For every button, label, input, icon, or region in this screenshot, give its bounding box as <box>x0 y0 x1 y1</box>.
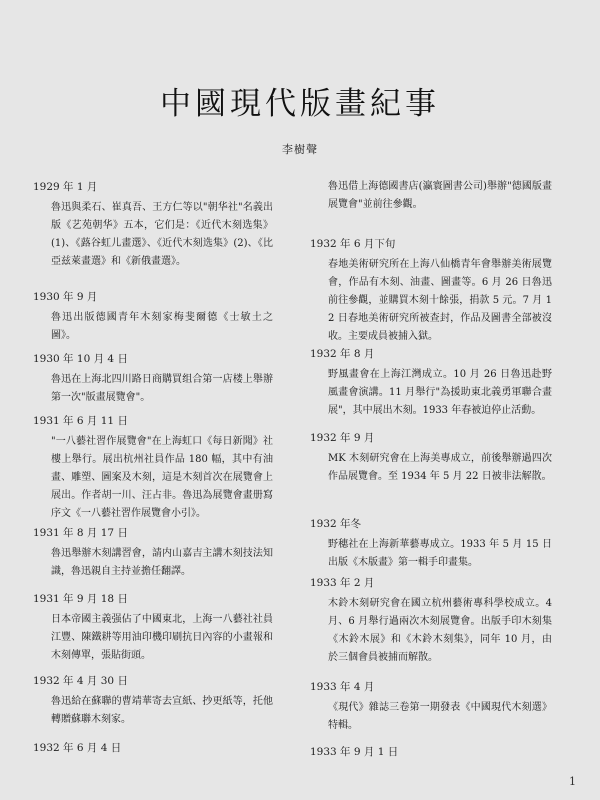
entry-date: 1932 年 6 月下旬 <box>310 238 396 250</box>
author-name: 李樹聲 <box>282 143 318 156</box>
entry-date: 1931 年 8 月 17 日 <box>33 527 128 539</box>
chronicle-entry <box>33 592 273 665</box>
entry-text: 日本帝國主義强佔了中國東北，上海一八藝社社員江豐、陳鐵耕等用油印機印刷抗日內容的小畫報和木刻傳單，張貼街頭。 <box>51 614 273 661</box>
entry-date: 1930 年 9 月 <box>33 291 98 303</box>
chronicle-entry <box>310 680 552 735</box>
chronicle-entry <box>310 745 552 759</box>
entry-date: 1933 年 2 月 <box>310 577 375 589</box>
entry-text: MK 木刻研究會在上海美專成立，前後舉辦過四次作品展覽會。至 1934 年 5 月 22 日被非法解散。 <box>328 453 552 482</box>
chronicle-entry <box>33 414 273 523</box>
chronicle-entry <box>33 674 273 729</box>
chronicle-entry <box>310 517 552 572</box>
chronicle-entry <box>33 741 273 755</box>
chronicle-entry <box>310 173 552 214</box>
entry-text: 魯迅在上海北四川路日商購買组合第一店楼上舉辦第一次"版畫展覽會"。 <box>51 374 273 403</box>
entry-date: 1932 年 4 月 30 日 <box>33 675 128 687</box>
entry-text: 魯迅舉辦木刻講習會，請内山嘉吉主講木刻技法知識，魯迅親自主持並擔任翻譯。 <box>51 548 273 577</box>
entry-date: 1933 年 9 月 1 日 <box>310 746 399 758</box>
entry-date: 1932 年 6 月 4 日 <box>33 742 122 754</box>
chronicle-entry <box>310 431 552 486</box>
entry-date: 1930 年 10 月 4 日 <box>33 353 128 365</box>
entry-date: 1932 年 8 月 <box>310 348 375 360</box>
entry-date: 1932 年 9 月 <box>310 432 375 444</box>
chronicle-entry <box>310 347 552 420</box>
entry-text: "一八藝社習作展覽會"在上海虹口《每日新聞》社樓上舉行。展出杭州社員作品 180 幅，其中有油畫、雕塑、圖案及木刻，這是木刻首次在展覽會上展出。作者胡一川、汪占非。魯迅為展覽會畫册寫序文《一八藝社習作展覽會小引》。 <box>51 436 273 519</box>
entry-text: 野穗社在上海新華藝專成立。1933 年 5 月 15 日出版《木版畫》第一輯手印畫集。 <box>328 539 552 568</box>
entry-text: 魯迅借上海德國書店(瀛寰圖書公司)舉辦"德國版畫展覽會"並前往參觀。 <box>328 181 552 210</box>
chronicle-entry <box>33 180 273 271</box>
chronicle-entry <box>310 237 552 346</box>
entry-date: 1931 年 6 月 11 日 <box>33 415 128 427</box>
entry-text: 魯迅給在蘇聯的曹靖華寄去宣紙、抄更紙等，托他轉贈蘇聯木刻家。 <box>51 696 273 725</box>
chronicle-entry <box>310 576 552 667</box>
entry-date: 1929 年 1 月 <box>33 181 98 193</box>
entry-text: 野風畫會在上海江灣成立。10 月 26 日魯迅赴野風畫會演講。11 月舉行"為援助東北義勇軍聯合畫展"，其中展出木刻。1933 年春被迫停止活動。 <box>328 369 552 416</box>
chronicle-entry <box>33 526 273 581</box>
chronicle-entry <box>33 352 273 407</box>
entry-text: 《現代》雜誌三卷第一期發表《中國現代木刻選》特輯。 <box>328 702 552 731</box>
entry-text: 魯迅出版德國青年木刻家梅斐爾德《士敏土之圖》。 <box>51 312 273 341</box>
entry-date: 1931 年 9 月 18 日 <box>33 593 128 605</box>
page-title: 中國現代版畫紀事 <box>160 86 440 122</box>
entry-date: 1933 年 4 月 <box>310 681 375 693</box>
page-number: 1 <box>569 775 576 788</box>
entry-text: 魯迅與柔石、崔真吾、王方仁等以"朝华社"名義出版《艺苑朝华》五本，它们是：《近代木刻选集》(1)、《蕗谷虹儿畫選》、《近代木刻选集》(2)、《比亞兹萊畫選》和《新俄畫選》。 <box>51 202 273 267</box>
entry-text: 春地美術研究所在上海八仙橋青年會舉辦美術展覽會，作品有木刻、油畫、圖畫等。6 月 26 日魯迅前往參觀，並購買木刻十餘張，捐款 5 元。7 月 12 日春地美術研究所被查封，作品及圖書全部被沒收。主要成員被捕入獄。 <box>328 259 552 342</box>
entry-date: 1932 年冬 <box>310 518 362 530</box>
chronicle-entry <box>33 290 273 345</box>
entry-text: 木鈴木刻研究會在國立杭州藝術專科學校成立。4 月、6 月舉行過兩次木刻展覽會。出版手印木刻集《木鈴木展》和《木鈴木刻集》，同年 10 月，由於三個會員被捕而解散。 <box>328 598 552 663</box>
